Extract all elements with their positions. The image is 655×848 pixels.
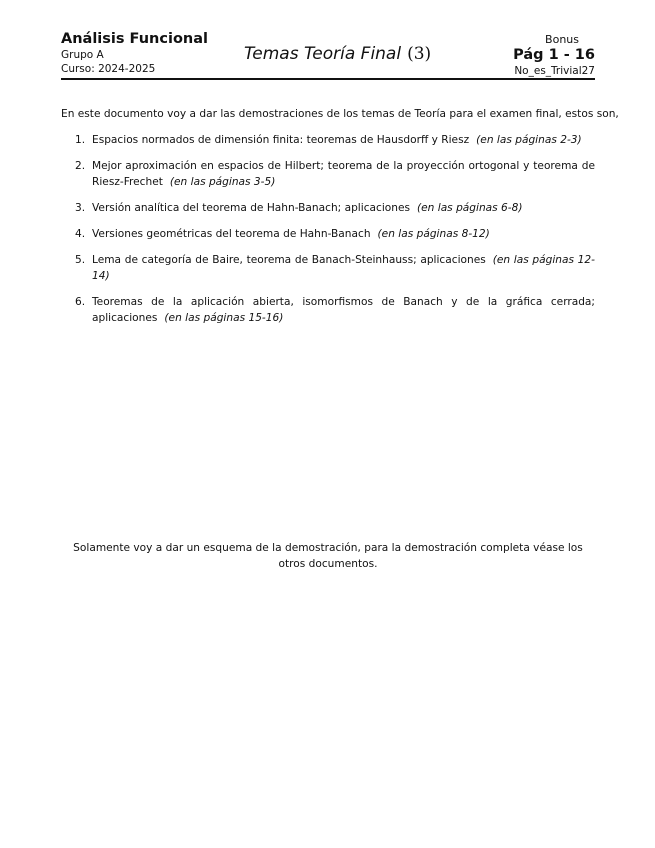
- topic-page-ref: (en las páginas 6-8): [417, 202, 523, 214]
- topic-item: [61, 132, 595, 148]
- bonus-label: Bonus: [545, 33, 579, 46]
- topic-page-ref: (en las páginas 2-3): [476, 134, 582, 146]
- topic-number: 4.: [75, 228, 86, 240]
- page-range: Pág 1 - 16: [513, 47, 595, 63]
- title-text: Temas Teoría Final: [244, 44, 402, 64]
- topic-page-ref: (en las páginas 12-14): [92, 254, 595, 282]
- topic-page-ref: (en las páginas 15-16): [164, 312, 284, 324]
- course-name: Análisis Funcional: [61, 31, 208, 47]
- topic-number: 3.: [75, 202, 86, 214]
- topic-item: [61, 226, 595, 242]
- topic-number: 1.: [75, 134, 86, 146]
- topic-text: Lema de categoría de Baire, teorema de Banach-Steinhauss; aplicaciones: [92, 254, 486, 266]
- topic-text: Teoremas de la aplicación abierta, isomorfismos de Banach y de la gráfica cerrada; aplicaciones: [92, 296, 595, 324]
- topics-list: [61, 132, 595, 326]
- topic-item: [61, 158, 595, 190]
- page-header: [61, 30, 595, 80]
- topic-page-ref: (en las páginas 3-5): [169, 176, 276, 188]
- topic-item: [61, 252, 595, 284]
- topic-text: Espacios normados de dimensión finita: teoremas de Hausdorff y Riesz: [92, 134, 470, 146]
- topic-item: [61, 200, 595, 216]
- academic-year: Curso: 2024-2025: [61, 63, 156, 75]
- topic-item: [61, 294, 595, 326]
- topic-number: 2.: [75, 160, 86, 172]
- topic-text: Versiones geométricas del teorema de Hahn-Banach: [92, 228, 371, 240]
- document-title: [244, 44, 431, 64]
- topic-page-ref: (en las páginas 8-12): [377, 228, 490, 240]
- topic-text: Mejor aproximación en espacios de Hilbert; teorema de la proyección ortogonal y teorema de Riesz-Frechet: [92, 160, 595, 188]
- group-label: Grupo A: [61, 49, 104, 61]
- header-left: [61, 30, 208, 76]
- topic-number: 6.: [75, 296, 86, 308]
- topic-number: 5.: [75, 254, 86, 266]
- topic-text: Versión analítica del teorema de Hahn-Banach; aplicaciones: [92, 202, 411, 214]
- document-page: [61, 30, 619, 336]
- author-name: No_es_Trivial27: [514, 65, 595, 77]
- intro-paragraph: En este documento voy a dar las demostraciones de los temas de Teoría para el examen final, estos son,: [61, 108, 619, 120]
- closing-note: Solamente voy a dar un esquema de la demostración, para la demostración completa véase los otros documentos.: [73, 542, 583, 570]
- title-number: (3): [407, 44, 432, 64]
- header-right: [513, 30, 595, 78]
